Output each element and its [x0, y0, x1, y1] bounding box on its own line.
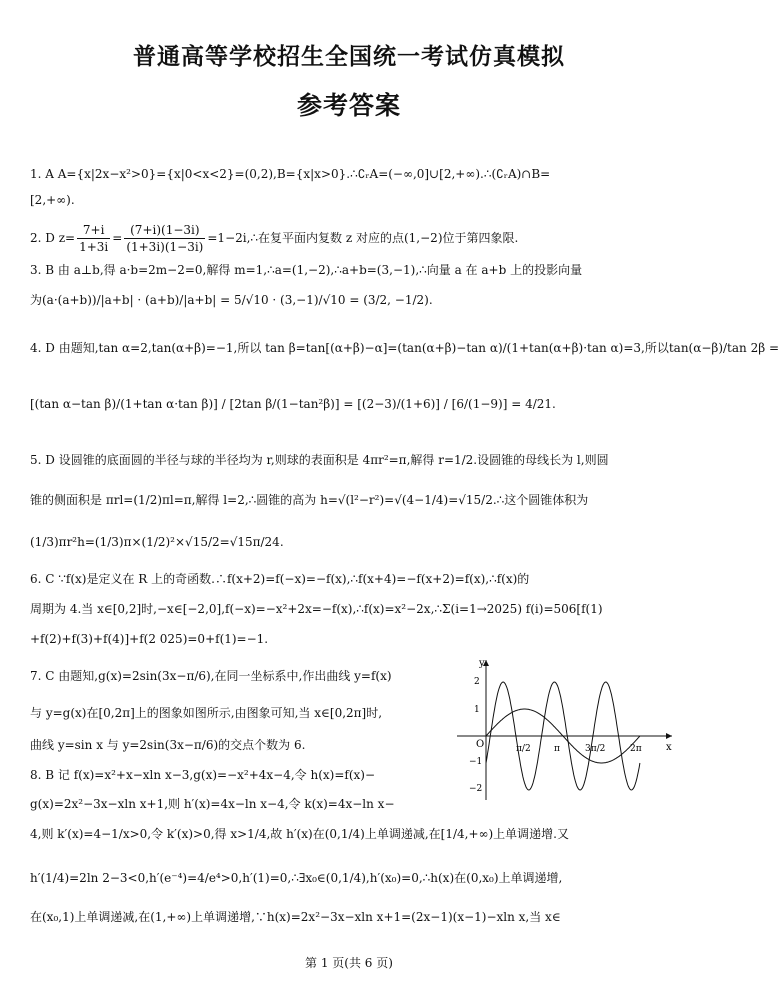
y-tick-label: 2: [474, 677, 480, 687]
answer-6-line-3: +f(2)+f(3)+f(4)]+f(2 025)=0+f(1)=−1.: [30, 632, 269, 646]
y-tick-label: −2: [469, 784, 483, 794]
function-graph: [452, 654, 678, 804]
answer-2-equals: =: [112, 231, 123, 245]
fraction-denominator: 1+3i: [79, 240, 109, 254]
fraction-numerator: (7+i)(1−3i): [124, 222, 205, 239]
answer-2-prefix: 2. D z=: [30, 231, 76, 245]
answer-3-line-2: 为(a·(a+b))/|a+b| · (a+b)/|a+b| = 5/√10 · (3,−1)/√10 = (3/2, −1/2).: [30, 293, 433, 307]
answer-8-line-3: 4,则 k′(x)=4−1/x>0,令 k′(x)>0,得 x>1/4,故 h′(x)在(0,1/4)上单调递减,在[1/4,+∞)上单调递增.又: [30, 827, 569, 841]
x-tick-label: π/2: [516, 744, 531, 754]
answer-4-line-1: 4. D 由题知,tan α=2,tan(α+β)=−1,所以 tan β=tan[(α+β)−α]=(tan(α+β)−tan α)/(1+tan(α+β)·tan α)=3,所以tan(α−β)/tan 2β =: [30, 341, 779, 355]
answer-8-line-4: h′(1/4)=2ln 2−3<0,h′(e⁻⁴)=4/e⁴>0,h′(1)=0,∴∃x₀∈(0,1/4),h′(x₀)=0,∴h(x)在(0,x₀)上单调递增,: [30, 871, 563, 885]
x-tick-label: π: [554, 744, 560, 754]
origin-label: O: [476, 739, 485, 750]
answer-1-line-2: [2,+∞).: [30, 193, 75, 207]
answer-3-line-1: 3. B 由 a⊥b,得 a·b=2m−2=0,解得 m=1,∴a=(1,−2),∴a+b=(3,−1),∴向量 a 在 a+b 上的投影向量: [30, 263, 583, 277]
answer-7-line-2: 与 y=g(x)在[0,2π]上的图象如图所示,由图象可知,当 x∈[0,2π]时,: [30, 706, 383, 720]
answer-2-line: [30, 222, 518, 255]
answer-8-line-2: g(x)=2x²−3x−xln x+1,则 h′(x)=4x−ln x−4,令 k(x)=4x−ln x−: [30, 797, 395, 811]
answer-8-line-1: 8. B 记 f(x)=x²+x−xln x−3,g(x)=−x²+4x−4,令 h(x)=f(x)−: [30, 768, 376, 782]
fraction-numerator: 7+i: [77, 222, 110, 239]
page-footer: 第 1 页(共 6 页): [305, 956, 393, 970]
answer-5-line-2: 锥的侧面积是 πrl=(1/2)πl=π,解得 l=2,∴圆锥的高为 h=√(l²−r²)=√(4−1/4)=√15/2.∴这个圆锥体积为: [30, 493, 589, 507]
y-axis-label: y: [479, 658, 485, 669]
fraction-denominator: (1+3i)(1−3i): [126, 240, 204, 254]
y-tick-label: 1: [474, 705, 480, 715]
answer-2-suffix: =1−2i,∴在复平面内复数 z 对应的点(1,−2)位于第四象限.: [207, 231, 519, 245]
answer-1-line-1: 1. A A={x|2x−x²>0}={x|0<x<2}=(0,2),B={x|x>0}.∴∁ᵣA=(−∞,0]∪[2,+∞).∴(∁ᵣA)∩B=: [30, 167, 551, 181]
answer-7-line-3: 曲线 y=sin x 与 y=2sin(3x−π/6)的交点个数为 6.: [30, 738, 306, 752]
answer-2-fraction-1: [77, 222, 110, 255]
document-subtitle: 参考答案: [296, 91, 401, 120]
answer-6-line-1: 6. C ∵f(x)是定义在 R 上的奇函数.∴f(x+2)=f(−x)=−f(x),∴f(x+4)=−f(x+2)=f(x),∴f(x)的: [30, 572, 530, 586]
x-axis-arrow: [666, 733, 672, 739]
document-title: 普通高等学校招生全国统一考试仿真模拟: [133, 44, 565, 70]
answer-2-fraction-2: [124, 222, 205, 255]
answer-6-line-2: 周期为 4.当 x∈[0,2]时,−x∈[−2,0],f(−x)=−x²+2x=−f(x),∴f(x)=x²−2x,∴Σ(i=1→2025) f(i)=506[f(1): [30, 602, 603, 616]
x-tick-label: 2π: [630, 744, 642, 754]
answer-5-line-1: 5. D 设圆锥的底面圆的半径与球的半径均为 r,则球的表面积是 4πr²=π,解得 r=1/2.设圆锥的母线长为 l,则圆: [30, 453, 609, 467]
x-tick-label: 3π/2: [585, 744, 606, 754]
answer-4-line-2: [(tan α−tan β)/(1+tan α·tan β)] / [2tan β/(1−tan²β)] = [(2−3)/(1+6)] / [6/(1−9)] = 4/21.: [30, 397, 556, 411]
answer-7-line-1: 7. C 由题知,g(x)=2sin(3x−π/6),在同一坐标系中,作出曲线 y=f(x): [30, 669, 392, 683]
answer-8-line-5: 在(x₀,1)上单调递减,在(1,+∞)上单调递增,∵h(x)=2x²−3x−xln x+1=(2x−1)(x−1)−xln x,当 x∈: [30, 910, 561, 924]
x-axis-label: x: [666, 742, 672, 753]
y-tick-label: −1: [469, 757, 483, 767]
answer-5-line-3: (1/3)πr²h=(1/3)π×(1/2)²×√15/2=√15π/24.: [30, 535, 284, 549]
